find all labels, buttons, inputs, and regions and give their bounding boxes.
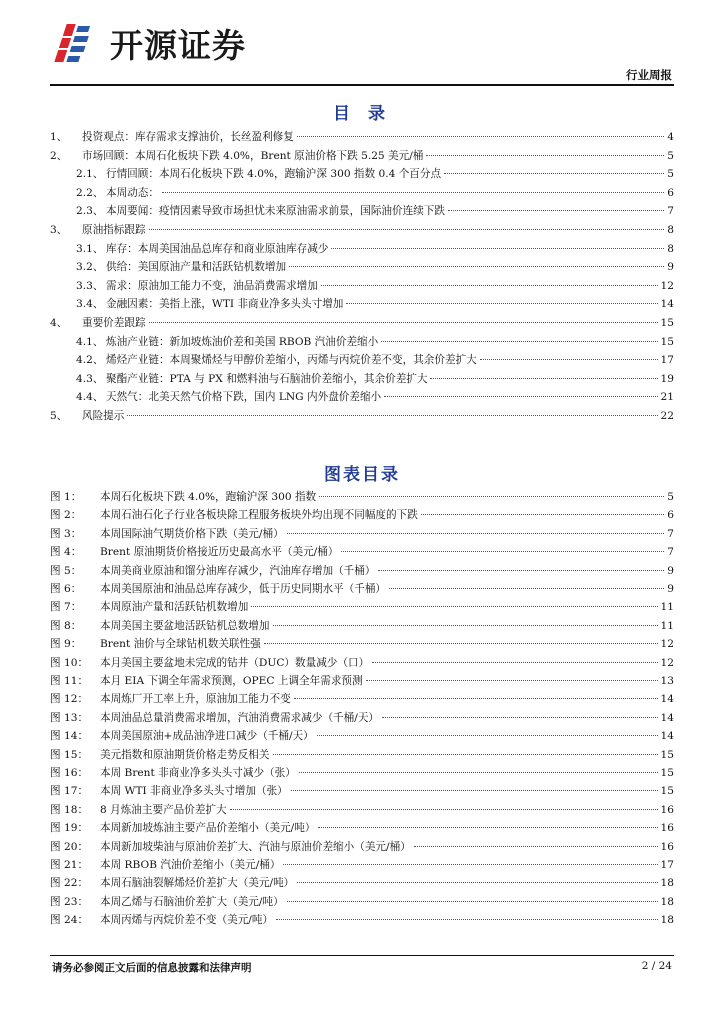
entry-page: 17 [660,859,674,871]
toc-entry[interactable] [50,184,674,202]
entry-page: 22 [660,410,674,422]
entry-page: 7 [667,546,674,559]
dot-leader [297,881,657,883]
entry-number: 图 24： [50,914,89,927]
entry-text: 本周美国原油+成品油净进口减少（千桶/天） [100,730,314,743]
entry-page: 5 [667,149,674,162]
toc-entry[interactable] [50,388,674,406]
entry-page: 21 [660,391,674,404]
entry-page: 4 [667,131,674,143]
entry-text: 重要价差跟踪 [82,317,146,329]
toc-entry[interactable] [50,333,674,351]
figure-entry[interactable] [50,690,674,708]
figure-entry[interactable] [50,525,674,543]
entry-page: 13 [660,675,674,687]
toc-entry[interactable] [50,314,674,332]
entry-page: 9 [667,261,674,274]
page-indicator: 2 / 24 [641,960,672,972]
entry-page: 19 [660,372,674,385]
company-logo [52,18,246,68]
entry-number: 4.4、 [76,391,104,404]
entry-page: 14 [660,711,674,724]
entry-text: 供给：美国原油产量和活跃钻机数增加 [106,261,287,274]
entry-text: 本周丙烯与丙烷价差不变（美元/吨） [100,914,274,927]
dot-leader [230,808,658,810]
entry-number: 图 17： [50,785,89,798]
toc-entry[interactable] [50,370,674,388]
figure-entry[interactable] [50,856,674,874]
dot-leader [297,135,664,137]
entry-page: 9 [667,564,674,577]
entry-number: 4、 [50,317,68,329]
entry-text: 天然气：北美天然气价格下跌，国内 LNG 内外盘价差缩小 [106,391,382,404]
logo-text: 开源证券 [110,25,246,65]
entry-number: 2.1、 [76,168,104,181]
dot-leader [381,340,657,342]
figure-entry[interactable] [50,672,674,690]
entry-text: 本周石化板块下跌 4.0%，跑输沪深 300 指数 [100,491,317,503]
entry-number: 3.4、 [76,298,104,311]
entry-text: 8 月炼油主要产品价差扩大 [100,803,227,816]
dot-leader [389,587,664,589]
entry-text: 本月 EIA 下调全年需求预测，OPEC 上调全年需求预测 [100,675,363,687]
entry-text: 本周美国原油和油品总库存减少，低于历史同期水平（千桶） [100,583,387,595]
entry-number: 图 14： [50,730,89,743]
entry-page: 14 [660,730,674,743]
dot-leader [291,789,658,791]
footer-divider [50,955,674,956]
entry-number: 2、 [50,149,68,162]
entry-text: 本周 Brent 非商业净多头头寸减少（张） [100,767,296,779]
entry-text: 本周乙烯与石脑油价差扩大（美元/吨） [100,895,284,908]
entry-page: 7 [667,527,674,540]
dot-leader [372,661,657,663]
entry-page: 15 [660,748,674,761]
entry-number: 4.2、 [76,354,104,367]
entry-number: 图 13： [50,711,89,724]
entry-page: 18 [660,914,674,927]
figure-entry[interactable] [50,746,674,764]
entry-text: 市场回顾：本周石化板块下跌 4.0%，Brent 原油价格下跌 5.25 美元/桶 [82,149,424,162]
toc-entry[interactable] [50,202,674,220]
toc-entry[interactable] [50,221,674,239]
entry-text: Brent 油价与全球钻机数关联性强 [100,638,261,651]
dot-leader [318,826,657,828]
entry-text: 美元指数和原油期货价格走势反相关 [100,748,270,761]
entry-number: 图 16： [50,767,89,779]
dot-leader [289,265,664,267]
entry-number: 图 22： [50,877,89,890]
entry-page: 11 [660,619,674,632]
toc-entry[interactable] [50,240,674,258]
entry-page: 16 [660,803,674,816]
entry-number: 图 15： [50,748,89,761]
entry-number: 2.2、 [76,186,104,199]
dot-leader [264,642,658,644]
entry-number: 图 6： [50,583,82,595]
entry-number: 图 4： [50,546,82,559]
entry-page: 9 [667,583,674,595]
footer-disclaimer: 请务必参阅正文后面的信息披露和法律声明 [52,962,252,974]
entry-page: 14 [660,693,674,706]
entry-text: 本周 WTI 非商业净多头头寸增加（张） [100,785,288,798]
entry-page: 12 [660,279,674,292]
dot-leader [331,247,664,249]
entry-number: 图 8： [50,619,82,632]
entry-text: 本周美国主要盆地活跃钻机总数增加 [100,619,270,632]
entry-number: 图 1： [50,491,82,503]
entry-text: 本周美商业原油和馏分油库存减少，汽油库存增加（千桶） [100,564,376,577]
figure-entry[interactable] [50,874,674,892]
figure-entry[interactable] [50,819,674,837]
entry-number: 4.3、 [76,372,104,385]
entry-page: 8 [667,224,674,236]
entry-number: 3.1、 [76,242,104,255]
toc-entry[interactable] [50,407,674,425]
entry-page: 17 [660,354,674,367]
toc-entry[interactable] [50,277,674,295]
dot-leader [299,771,658,773]
toc-entry[interactable] [50,165,674,183]
entry-text: 本周新加坡柴油与原油价差扩大、汽油与原油价差缩小（美元/桶） [100,840,411,853]
entry-page: 15 [660,767,674,779]
entry-number: 图 7： [50,601,82,614]
entry-text: 本周 RBOB 汽油价差缩小（美元/桶） [100,859,281,871]
entry-text: 本周原油产量和活跃钻机数增加 [100,601,249,614]
entry-number: 图 10： [50,656,89,669]
entry-page: 11 [660,601,674,614]
figure-entry[interactable] [50,727,674,745]
entry-number: 3.3、 [76,279,104,292]
entry-text: 聚酯产业链：PTA 与 PX 和燃料油与石脑油价差缩小，其余价差扩大 [106,372,428,385]
dot-leader [384,395,657,397]
entry-number: 图 19： [50,822,89,835]
entry-text: 本月美国主要盆地未完成的钻井（DUC）数量减少（口） [100,656,370,669]
entry-number: 图 11： [50,675,89,687]
dot-leader [382,716,658,718]
figure-entry[interactable] [50,893,674,911]
toc-entry[interactable] [50,351,674,369]
dot-leader [341,550,664,552]
entry-number: 3、 [50,224,68,236]
entry-text: 本周石油石化子行业各板块除工程服务板块外均出现不同幅度的下跌 [100,509,418,522]
entry-text: 本周新加坡炼油主要产品价差缩小（美元/吨） [100,822,316,835]
entry-text: 烯烃产业链：本周聚烯烃与甲醇价差缩小，丙烯与丙烷价差不变，其余价差扩大 [106,354,477,367]
dot-leader [430,377,657,379]
toc-entry[interactable] [50,295,674,313]
dot-leader [319,495,664,497]
entry-text: Brent 原油期货价格接近历史最高水平（美元/桶） [100,546,339,559]
entry-page: 15 [660,785,674,798]
figure-entry[interactable] [50,764,674,782]
entry-text: 本周国际油气期货价格下跌（美元/桶） [100,527,284,540]
figure-entry[interactable] [50,911,674,929]
entry-text: 本周油品总量消费需求增加，汽油消费需求减少（千桶/天） [100,711,380,724]
entry-number: 5、 [50,410,68,422]
entry-text: 需求：原油加工能力不变，油品消费需求增加 [106,279,318,292]
entry-number: 图 18： [50,803,89,816]
entry-text: 金融因素：美指上涨，WTI 非商业净多头头寸增加 [106,298,344,311]
entry-page: 12 [660,638,674,651]
entry-page: 6 [667,509,674,522]
dot-leader [273,753,658,755]
dot-leader [283,863,657,865]
entry-number: 2.3、 [76,205,104,218]
toc-entry[interactable] [50,258,674,276]
logo-mark-icon [52,20,104,66]
dot-leader [346,302,657,304]
entry-text: 本周石脑油裂解烯烃价差扩大（美元/吨） [100,877,295,890]
entry-page: 18 [660,877,674,890]
figure-entry[interactable] [50,543,674,561]
header-divider [50,84,674,86]
dot-leader [426,154,664,156]
entry-page: 6 [667,186,674,199]
entry-text: 本周要闻：疫情因素导致市场担忧未来原油需求前景，国际油价连续下跌 [106,205,445,218]
figure-entry[interactable] [50,617,674,635]
entry-page: 12 [660,656,674,669]
figure-entry[interactable] [50,506,674,524]
figure-entry[interactable] [50,635,674,653]
dot-leader [162,191,664,193]
entry-page: 16 [660,822,674,835]
entry-page: 8 [667,242,674,255]
entry-number: 图 12： [50,693,89,706]
dot-leader [287,900,658,902]
figure-entry[interactable] [50,580,674,598]
report-type-label: 行业周报 [626,68,672,82]
entry-number: 4.1、 [76,335,104,348]
dot-leader [127,414,657,416]
figure-entry[interactable] [50,838,674,856]
entry-number: 1、 [50,131,68,143]
entry-page: 5 [667,491,674,503]
dot-leader [149,321,658,323]
dot-leader [444,172,664,174]
entry-text: 风险提示 [82,410,125,422]
entry-text: 本周动态： [106,186,159,199]
entry-text: 原油指标跟踪 [82,224,146,236]
entry-page: 14 [660,298,674,311]
entry-page: 15 [660,317,674,329]
figure-entry[interactable] [50,782,674,800]
entry-text: 行情回顾：本周石化板块下跌 4.0%，跑输沪深 300 指数 0.4 个百分点 [106,168,442,181]
dot-leader [378,569,664,571]
entry-page: 5 [667,168,674,181]
figure-entry[interactable] [50,709,674,727]
entry-number: 图 23： [50,895,89,908]
dot-leader [448,209,664,211]
dot-leader [317,734,658,736]
dot-leader [251,605,657,607]
entry-number: 图 5： [50,564,82,577]
dot-leader [294,697,658,699]
entry-number: 图 20： [50,840,89,853]
figure-entry[interactable] [50,801,674,819]
figure-list-title: 图表目录 [324,465,400,485]
entry-number: 3.2、 [76,261,104,274]
dot-leader [276,918,657,920]
entry-number: 图 3： [50,527,82,540]
entry-number: 图 9： [50,638,82,651]
entry-number: 图 2： [50,509,82,522]
dot-leader [273,624,658,626]
entry-page: 16 [660,840,674,853]
dot-leader [149,228,665,230]
toc-entry[interactable] [50,128,674,146]
figure-entry[interactable] [50,562,674,580]
entry-text: 投资观点：库存需求支撑油价，长丝盈利修复 [82,131,294,143]
dot-leader [421,513,664,515]
entry-page: 15 [660,335,674,348]
entry-text: 炼油产业链：新加坡炼油价差和美国 RBOB 汽油价差缩小 [106,335,379,348]
dot-leader [287,532,665,534]
toc-entry[interactable] [50,147,674,165]
figure-entry[interactable] [50,488,674,506]
entry-page: 7 [667,205,674,218]
entry-page: 18 [660,895,674,908]
dot-leader [480,358,658,360]
dot-leader [321,284,658,286]
entry-text: 本周炼厂开工率上升，原油加工能力不变 [100,693,291,706]
dot-leader [366,679,658,681]
figure-entry[interactable] [50,654,674,672]
dot-leader [414,845,658,847]
entry-text: 库存：本周美国油品总库存和商业原油库存减少 [106,242,329,255]
toc-title: 目 录 [333,104,391,124]
entry-number: 图 21： [50,859,89,871]
figure-entry[interactable] [50,598,674,616]
